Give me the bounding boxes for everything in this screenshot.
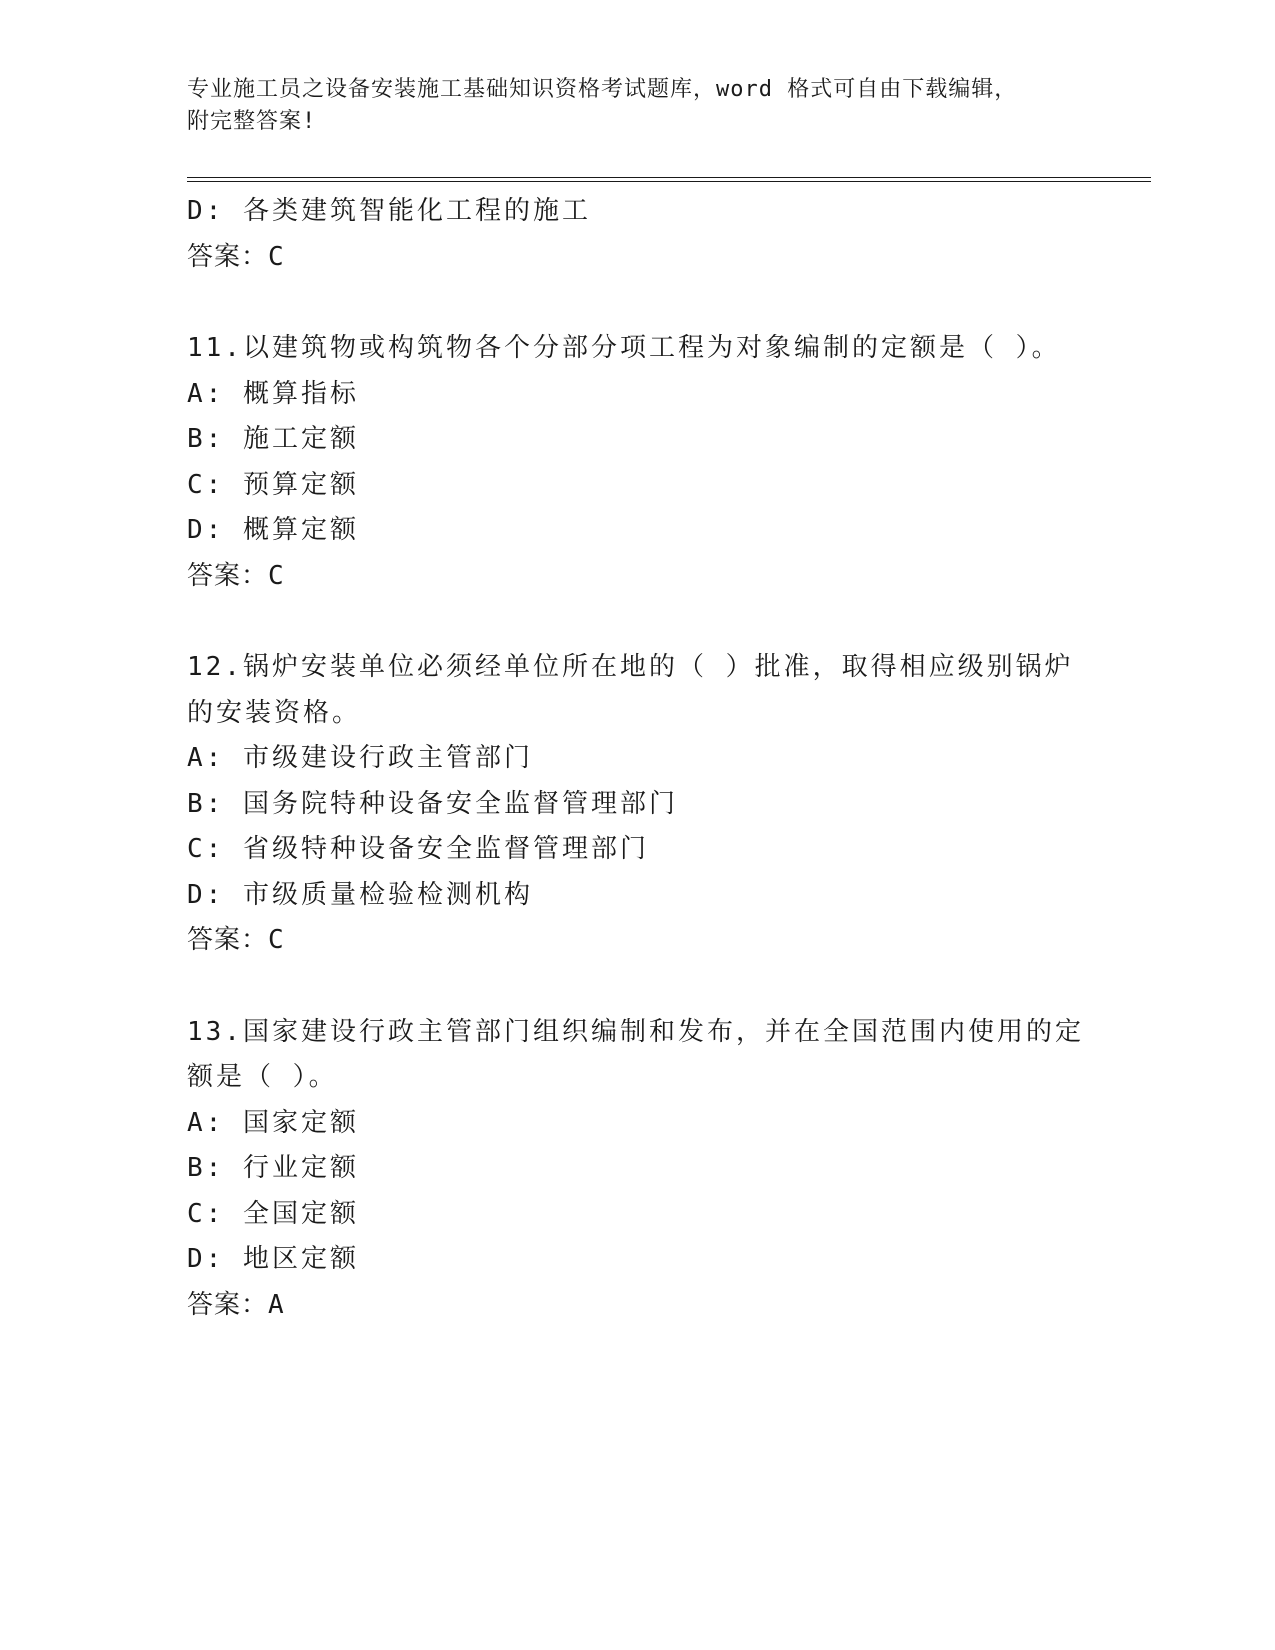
option-d: D: 概算定额	[187, 515, 359, 545]
option-c: C: 预算定额	[187, 469, 359, 500]
answer-line: 答案：C	[187, 925, 285, 955]
question-stem: 11.以建筑物或构筑物各个分部分项工程为对象编制的定额是（ ）。	[187, 333, 1061, 363]
option-a: A: 概算指标	[187, 378, 359, 409]
question-13	[187, 1010, 1137, 1329]
option-d: D: 地区定额	[187, 1244, 359, 1274]
answer-line: 答案：C	[187, 241, 285, 272]
header-title-line-2: 附完整答案!	[187, 109, 317, 134]
option-c: C: 省级特种设备安全监督管理部门	[187, 834, 649, 864]
option-b: B: 行业定额	[187, 1153, 359, 1183]
question-stem: 13.国家建设行政主管部门组织编制和发布，并在全国范围内使用的定	[187, 1016, 1084, 1047]
option-d: D: 市级质量检验检测机构	[187, 879, 533, 910]
question-stem: 12.锅炉安装单位必须经单位所在地的（ ）批准，取得相应级别锅炉	[187, 652, 1074, 682]
spacer	[187, 599, 1137, 645]
previous-question-tail	[187, 189, 1137, 280]
answer-line: 答案：C	[187, 560, 285, 591]
question-12	[187, 645, 1137, 964]
header-divider	[187, 177, 1151, 182]
option-a: A: 市级建设行政主管部门	[187, 743, 533, 773]
spacer	[187, 964, 1137, 1010]
answer-line: 答案：A	[187, 1289, 285, 1320]
option-d: D: 各类建筑智能化工程的施工	[187, 196, 591, 226]
page-header	[187, 74, 1087, 138]
header-title-line-1: 专业施工员之设备安装施工基础知识资格考试题库，word 格式可自由下载编辑，	[187, 77, 1018, 102]
question-11	[187, 326, 1137, 599]
option-c: C: 全国定额	[187, 1198, 359, 1229]
question-stem-continued: 的安装资格。	[187, 697, 362, 728]
question-stem-continued: 额是（ ）。	[187, 1062, 338, 1092]
spacer	[187, 280, 1137, 326]
option-b: B: 国务院特种设备安全监督管理部门	[187, 788, 678, 819]
question-list	[187, 189, 1137, 1328]
option-b: B: 施工定额	[187, 424, 359, 454]
option-a: A: 国家定额	[187, 1107, 359, 1138]
